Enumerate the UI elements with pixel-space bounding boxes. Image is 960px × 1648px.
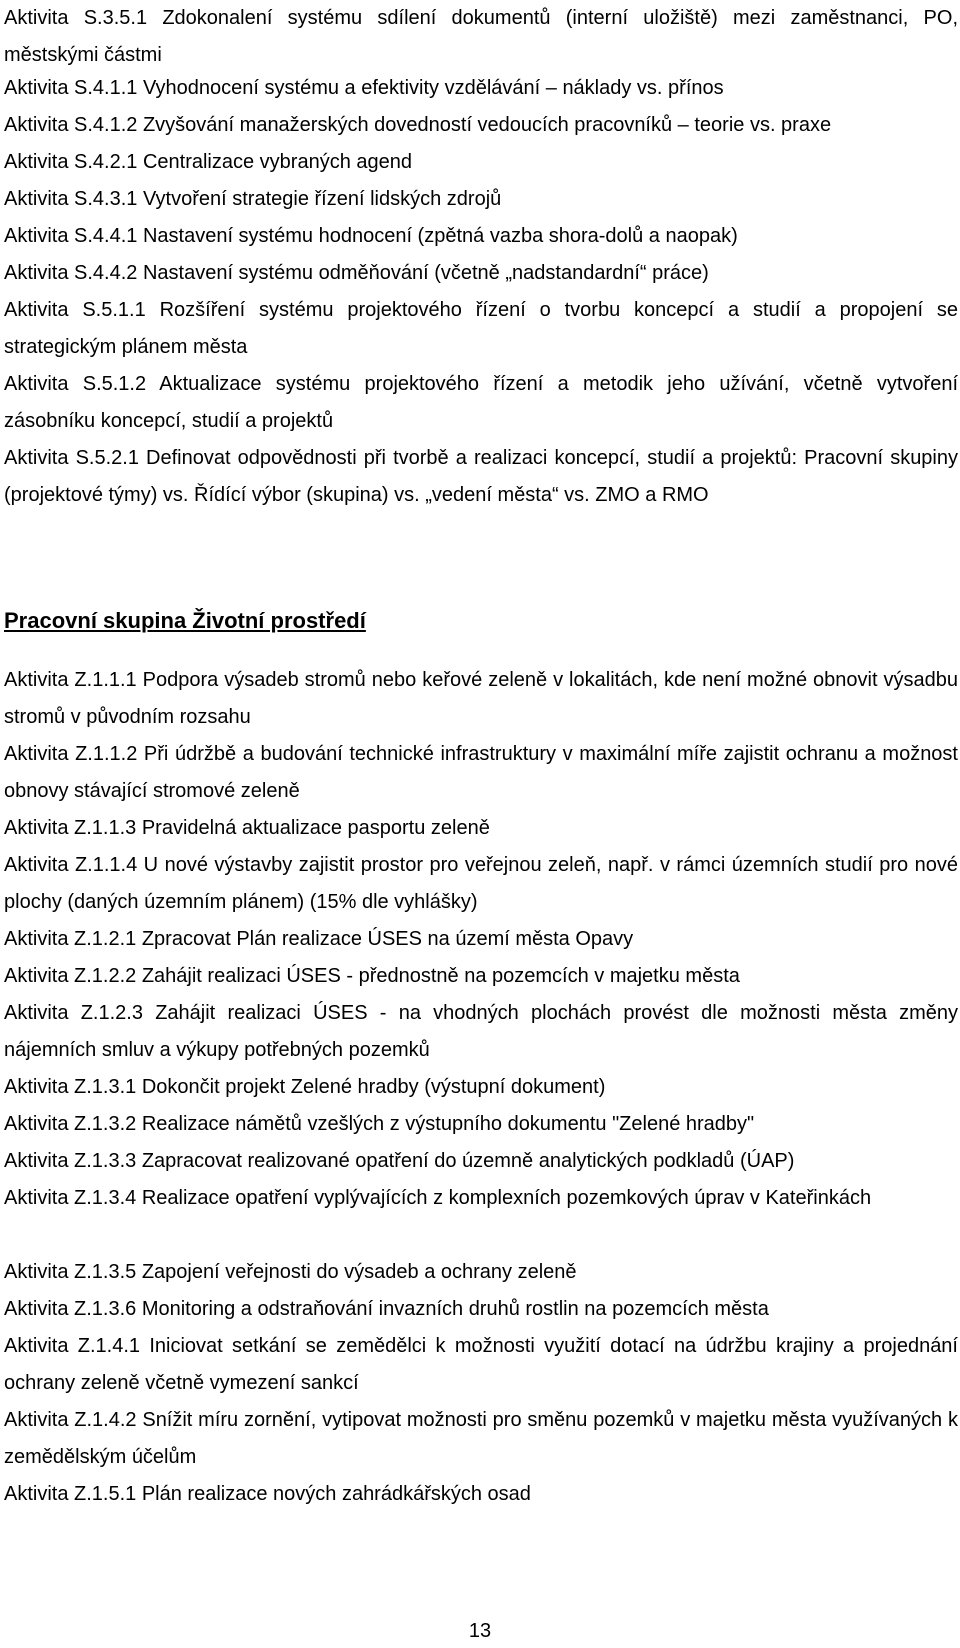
activity-item: Aktivita S.4.2.1 Centralizace vybraných agend [4,151,412,173]
activity-item: Aktivita S.4.3.1 Vytvoření strategie řízení lidských zdrojů [4,188,502,210]
activity-item: Aktivita Z.1.2.1 Zpracovat Plán realizace ÚSES na území města Opavy [4,928,634,950]
activity-item: Aktivita Z.1.1.3 Pravidelná aktualizace pasportu zeleně [4,817,490,839]
activity-item: Aktivita Z.1.1.1 Podpora výsadeb stromů nebo keřové zeleně v lokalitách, kde není možné obnovit výsadbu stromů v původním rozsahu [4,669,958,728]
activity-item: Aktivita Z.1.4.1 Iniciovat setkání se zemědělci k možnosti využití dotací na údržbu krajiny a projednání ochrany zeleně včetně vymezení sankcí [4,1335,958,1394]
page-number: 13 [468,1620,492,1642]
activity-item: Aktivita Z.1.1.4 U nové výstavby zajistit prostor pro veřejnou zeleň, např. v rámci územních studií pro nové plochy (daných územním plánem) (15% dle vyhlášky) [4,854,958,913]
activity-item: Aktivita S.4.1.2 Zvyšování manažerských dovedností vedoucích pracovníků – teorie vs. praxe [4,114,832,136]
activity-item: Aktivita S.4.4.2 Nastavení systému odměňování (včetně „nadstandardní“ práce) [4,262,709,284]
activity-item: Aktivita Z.1.1.2 Při údržbě a budování technické infrastruktury v maximální míře zajistit ochranu a možnost obnovy stávající stromové zeleně [4,743,958,802]
activity-item: Aktivita S.4.1.1 Vyhodnocení systému a efektivity vzdělávání – náklady vs. přínos [4,77,724,99]
activity-item: Aktivita S.5.1.2 Aktualizace systému projektového řízení a metodik jeho užívání, včetně vytvoření zásobníku koncepcí, studií a projektů [4,373,958,432]
activity-item: Aktivita Z.1.3.2 Realizace námětů vzešlých z výstupního dokumentu "Zelené hradby" [4,1113,755,1135]
activity-item: Aktivita S.4.4.1 Nastavení systému hodnocení (zpětná vazba shora-dolů a naopak) [4,225,738,247]
activity-item: Aktivita Z.1.3.5 Zapojení veřejnosti do výsadeb a ochrany zeleně [4,1261,577,1283]
section-heading: Pracovní skupina Životní prostředí [4,608,366,633]
activity-item: Aktivita Z.1.3.4 Realizace opatření vyplývajících z komplexních pozemkových úprav v Kateřinkách [4,1187,872,1209]
activity-item: Aktivita S.5.1.1 Rozšíření systému projektového řízení o tvorbu koncepcí a studií a propojení se strategickým plánem města [4,299,958,358]
activity-item: Aktivita Z.1.3.3 Zapracovat realizované opatření do územně analytických podkladů (ÚAP) [4,1150,795,1172]
activity-item: Aktivita S.3.5.1 Zdokonalení systému sdílení dokumentů (interní uložiště) mezi zaměstnanci, PO, městskými částmi [4,7,958,66]
activity-item: Aktivita Z.1.3.6 Monitoring a odstraňování invazních druhů rostlin na pozemcích města [4,1298,769,1320]
activity-item: Aktivita Z.1.3.1 Dokončit projekt Zelené hradby (výstupní dokument) [4,1076,606,1098]
activity-item: Aktivita Z.1.2.2 Zahájit realizaci ÚSES - přednostně na pozemcích v majetku města [4,965,740,987]
activity-item: Aktivita Z.1.2.3 Zahájit realizaci ÚSES - na vhodných plochách provést dle možnosti města změny nájemních smluv a výkupy potřebných pozemků [4,1002,958,1061]
activity-item: Aktivita S.5.2.1 Definovat odpovědnosti při tvorbě a realizaci koncepcí, studií a projektů: Pracovní skupiny (projektové týmy) vs. Řídící výbor (skupina) vs. „vedení města“ vs. ZMO a RMO [4,447,958,506]
activity-item: Aktivita Z.1.5.1 Plán realizace nových zahrádkářských osad [4,1483,531,1505]
activity-item: Aktivita Z.1.4.2 Snížit míru zornění, vytipovat možnosti pro směnu pozemků v majetku města využívaných k zemědělským účelům [4,1409,958,1468]
